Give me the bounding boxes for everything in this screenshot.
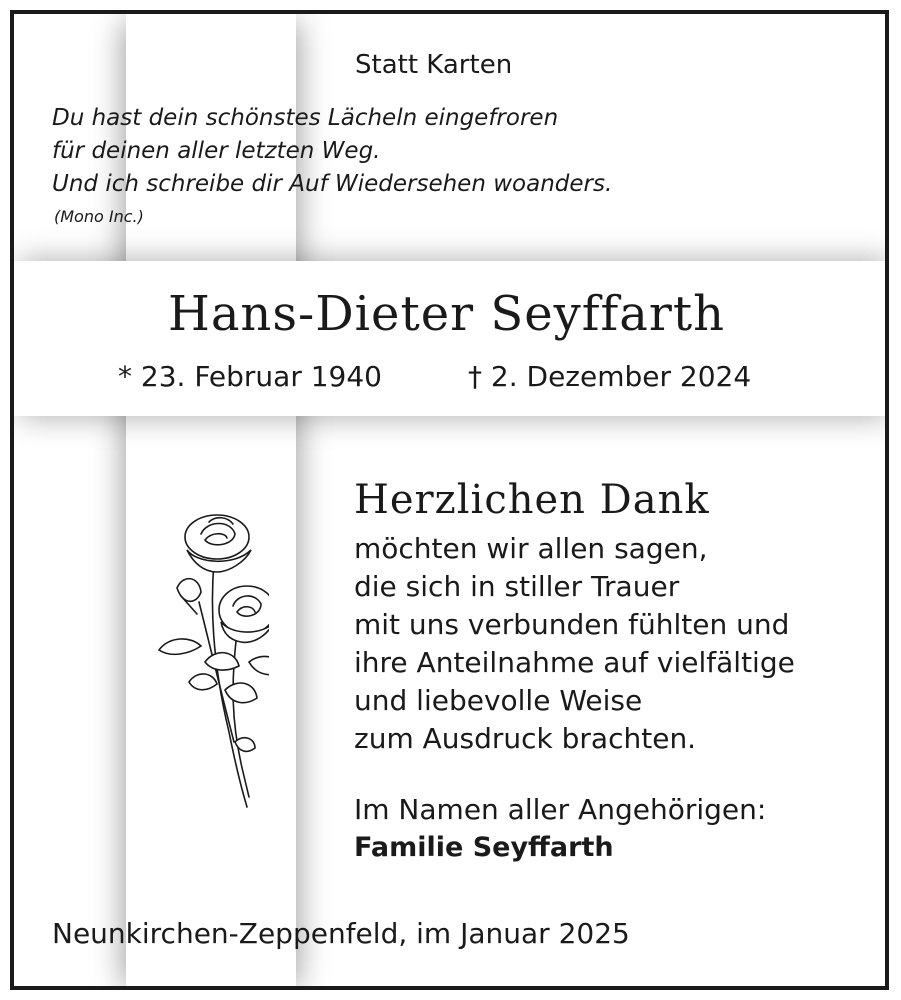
family-signature: Familie Seyffarth	[354, 832, 614, 863]
thanks-line-2: die sich in stiller Trauer	[354, 570, 680, 603]
poem-line-2: für deinen aller letzten Weg.	[52, 138, 381, 164]
header-statt-karten: Statt Karten	[355, 50, 513, 80]
poem-source: (Mono Inc.)	[54, 207, 144, 226]
place-and-date: Neunkirchen-Zeppenfeld, im Januar 2025	[52, 917, 630, 950]
birth-date: * 23. Februar 1940	[118, 360, 382, 393]
thanks-line-3: mit uns verbunden fühlten und	[354, 608, 790, 641]
rose-icon	[139, 502, 269, 812]
thanks-line-1: möchten wir allen sagen,	[354, 532, 708, 565]
deceased-name: Hans-Dieter Seyffarth	[167, 286, 726, 342]
death-date: † 2. Dezember 2024	[468, 360, 752, 393]
thanks-line-4: ihre Anteilnahme auf vielfältige	[354, 646, 795, 679]
thanks-line-6: zum Ausdruck brachten.	[354, 722, 697, 755]
poem-line-1: Du hast dein schönstes Lächeln eingefroren	[52, 105, 559, 131]
obituary-notice	[10, 10, 889, 990]
thanks-line-5: und liebevolle Weise	[354, 684, 643, 717]
on-behalf-line: Im Namen aller Angehörigen:	[354, 793, 767, 826]
thanks-heading: Herzlichen Dank	[354, 477, 710, 523]
poem-line-3: Und ich schreibe dir Auf Wiedersehen woanders.	[52, 171, 613, 197]
